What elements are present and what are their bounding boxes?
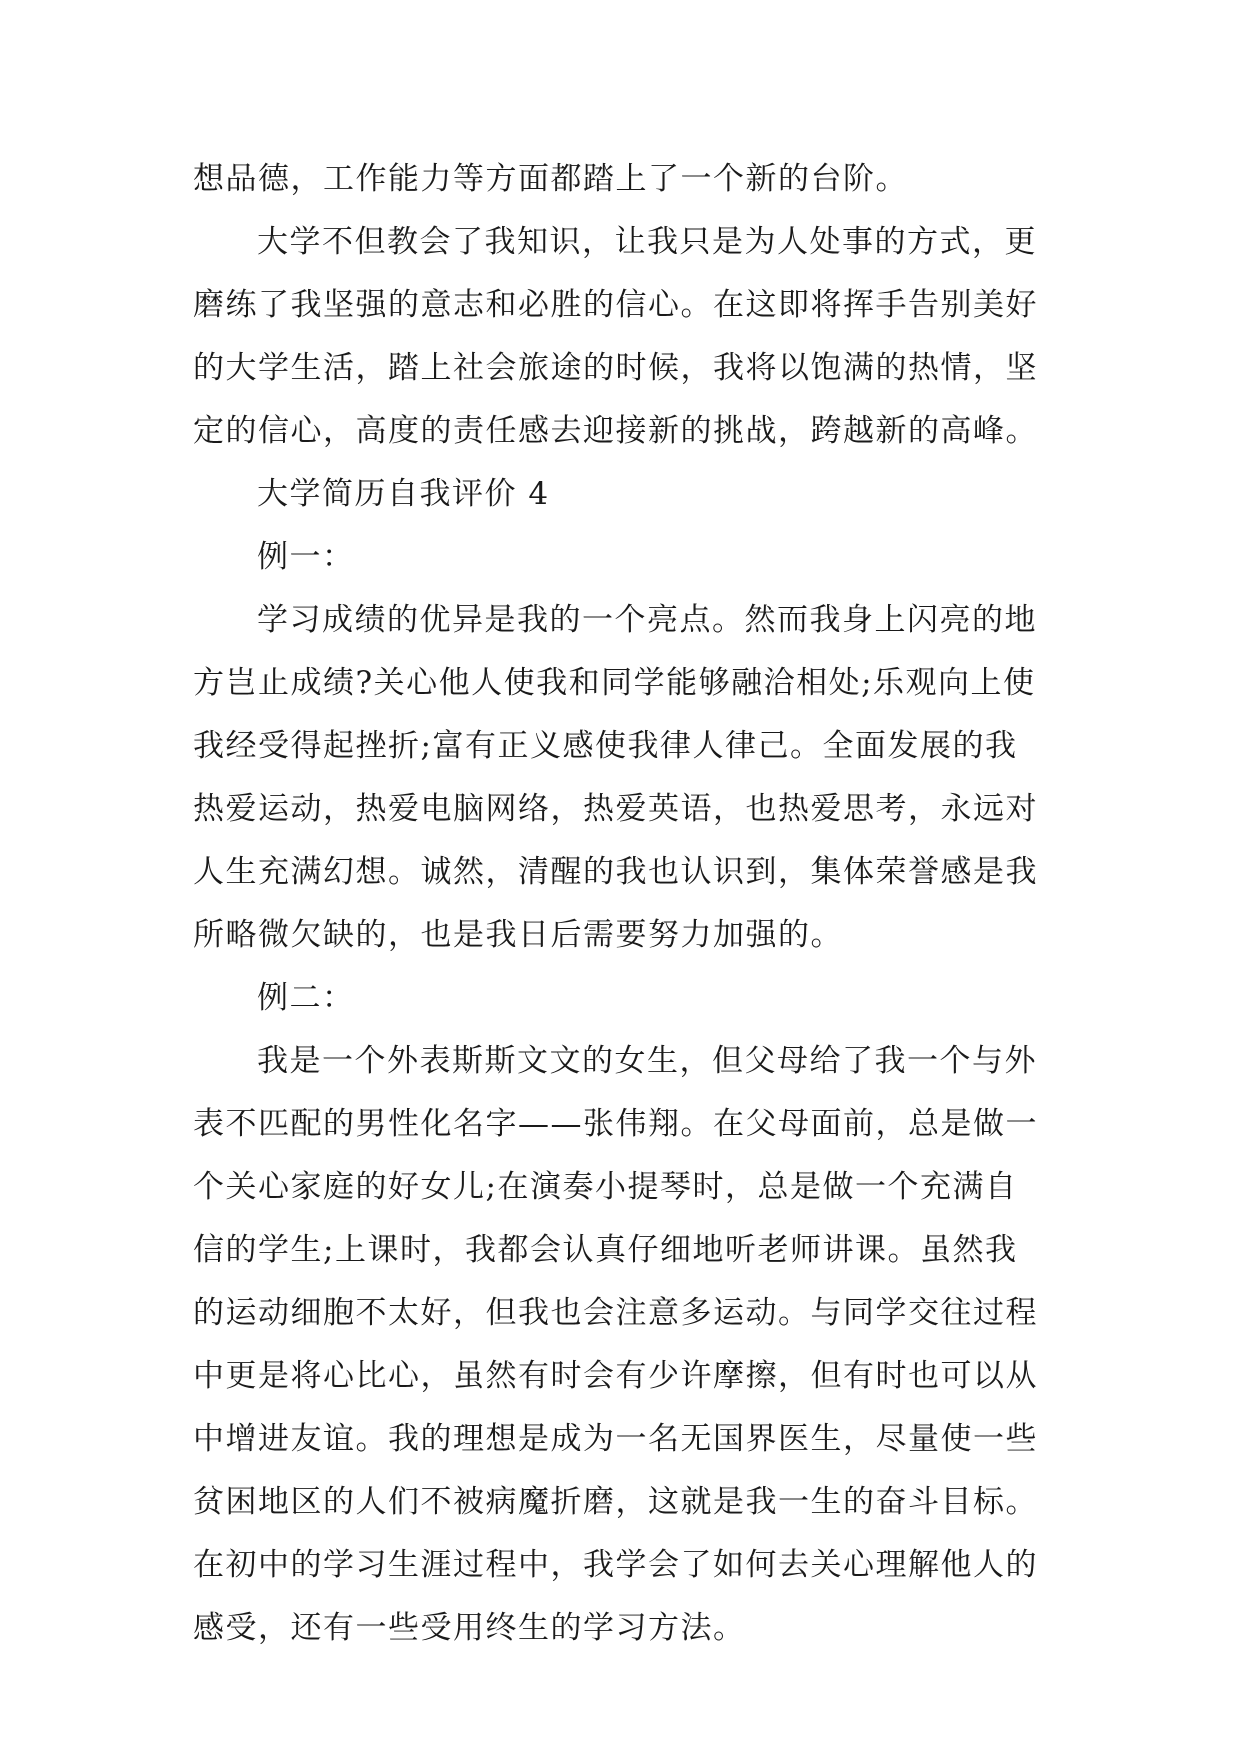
text-line: 想品德，工作能力等方面都踏上了一个新的台阶。 (193, 161, 908, 197)
text-line: 大学不但教会了我知识，让我只是为人处事的方式，更 (257, 224, 1037, 260)
text-line: 感受，还有一些受用终生的学习方法。 (193, 1610, 746, 1646)
text-line: 所略微欠缺的，也是我日后需要努力加强的。 (193, 917, 843, 953)
text-line: 人生充满幻想。诚然，清醒的我也认识到，集体荣誉感是我 (193, 854, 1038, 890)
text-line: 定的信心，高度的责任感去迎接新的挑战，跨越新的高峰。 (193, 413, 1038, 449)
text-line: 学习成绩的优异是我的一个亮点。然而我身上闪亮的地 (257, 602, 1037, 638)
text-line: 信的学生;上课时，我都会认真仔细地听老师讲课。虽然我 (193, 1232, 1018, 1268)
text-line: 个关心家庭的好女儿;在演奏小提琴时，总是做一个充满自 (193, 1169, 1018, 1205)
section-heading: 大学简历自我评价 4 (257, 476, 550, 512)
text-line: 我是一个外表斯斯文文的女生，但父母给了我一个与外 (257, 1043, 1037, 1079)
document-body (193, 148, 1063, 1660)
text-line: 表不匹配的男性化名字——张伟翔。在父母面前，总是做一 (193, 1106, 1038, 1142)
text-line: 贫困地区的人们不被病魔折磨，这就是我一生的奋斗目标。 (193, 1484, 1038, 1520)
text-line: 中更是将心比心，虽然有时会有少许摩擦，但有时也可以从 (193, 1358, 1038, 1394)
text-line: 的大学生活，踏上社会旅途的时候，我将以饱满的热情，坚 (193, 350, 1038, 386)
example-label: 例二： (257, 980, 355, 1016)
example-label: 例一： (257, 539, 355, 575)
text-line: 磨练了我坚强的意志和必胜的信心。在这即将挥手告别美好 (193, 287, 1038, 323)
text-line: 我经受得起挫折;富有正义感使我律人律己。全面发展的我 (193, 728, 1018, 764)
text-line: 方岂止成绩?关心他人使我和同学能够融洽相处;乐观向上使 (193, 665, 1036, 701)
text-line: 热爱运动，热爱电脑网络，热爱英语，也热爱思考，永远对 (193, 791, 1038, 827)
text-line: 在初中的学习生涯过程中，我学会了如何去关心理解他人的 (193, 1547, 1038, 1583)
text-line: 中增进友谊。我的理想是成为一名无国界医生，尽量使一些 (193, 1421, 1038, 1457)
text-line: 的运动细胞不太好，但我也会注意多运动。与同学交往过程 (193, 1295, 1038, 1331)
